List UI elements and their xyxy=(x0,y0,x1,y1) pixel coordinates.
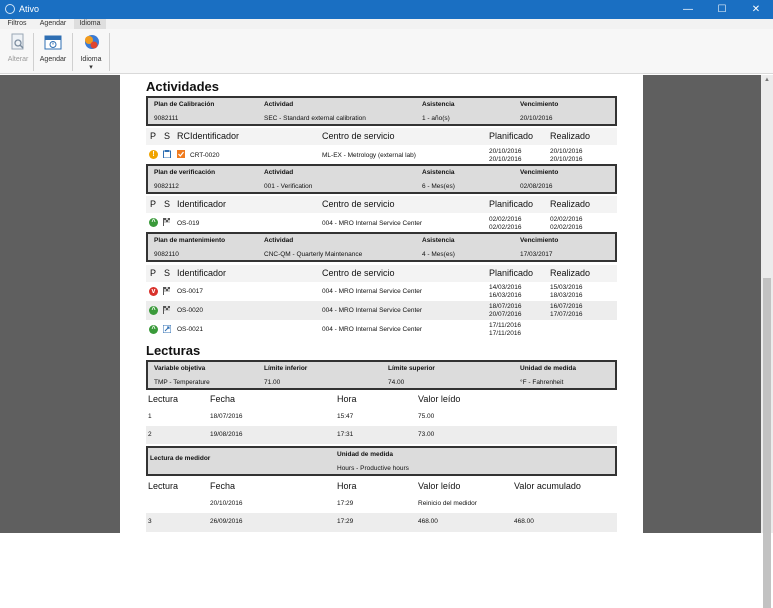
label-plan-verificacion: Plan de verificación xyxy=(154,169,216,176)
label-unidad-medida: Unidad de medida xyxy=(337,451,393,458)
row-realized-start: 15/03/2016 xyxy=(550,284,583,291)
tab-filtros[interactable]: Filtros xyxy=(7,20,27,27)
row-identifier: OS-0017 xyxy=(177,288,204,295)
reading-number: 2 xyxy=(148,431,152,438)
label-plan-calibracion: Plan de Calibración xyxy=(154,101,215,108)
label-actividad: Actividad xyxy=(264,169,294,176)
title-bar xyxy=(0,0,773,19)
row-center: 004 - MRO Internal Service Center xyxy=(322,220,423,227)
reading-date: 19/08/2016 xyxy=(210,431,243,438)
agendar-label: Agendar xyxy=(39,56,67,63)
col-valor-leido: Valor leído xyxy=(418,394,461,404)
label-plan-mantenimiento: Plan de mantenimiento xyxy=(154,237,226,244)
reading-date: 18/07/2016 xyxy=(210,413,243,420)
lower-limit: 71.00 xyxy=(264,379,281,386)
col-p: P xyxy=(150,268,157,278)
reading-number: 1 xyxy=(148,413,152,420)
checkered-flag-icon xyxy=(163,218,171,226)
calibration-plan-id: 9082111 xyxy=(154,115,179,122)
activities-heading: Actividades xyxy=(146,79,219,94)
calibration-expiry: 20/10/2016 xyxy=(520,115,553,122)
row-identifier: OS-0020 xyxy=(177,307,204,314)
checkered-flag-icon xyxy=(163,306,171,314)
row-center: ML-EX - Metrology (external lab) xyxy=(322,152,416,159)
row-center: 004 - MRO Internal Service Center xyxy=(322,288,423,295)
col-lectura: Lectura xyxy=(148,394,179,404)
label-vencimiento: Vencimiento xyxy=(520,169,559,176)
maintenance-activity: CNC-QM - Quarterly Maintenance xyxy=(264,251,363,258)
meter-reading-value: Reinicio del medidor xyxy=(418,500,477,507)
col-s: S xyxy=(164,199,171,209)
verification-table-header xyxy=(146,196,617,213)
verification-plan-id: 9082112 xyxy=(154,183,179,190)
table-row[interactable] xyxy=(146,282,617,301)
upper-limit: 74.00 xyxy=(388,379,405,386)
meter-unit: Hours - Productive hours xyxy=(337,465,409,472)
col-fecha: Fecha xyxy=(210,394,236,404)
label-actividad: Actividad xyxy=(264,101,294,108)
target-variable: TMP - Temperature xyxy=(154,379,210,386)
scroll-up-icon[interactable]: ▲ xyxy=(764,77,770,83)
table-row[interactable] xyxy=(146,146,617,164)
ribbon xyxy=(0,29,773,74)
checkered-flag-icon xyxy=(163,287,171,295)
meter-reading-date: 26/09/2016 xyxy=(210,518,243,525)
row-realized-end: 20/10/2016 xyxy=(550,156,583,163)
reschedule-icon xyxy=(163,325,171,333)
meter-reading-hour: 17:29 xyxy=(337,500,354,507)
row-realized-start: 20/10/2016 xyxy=(550,148,583,155)
priority-up-icon: ^ xyxy=(149,325,158,334)
idioma-button[interactable] xyxy=(73,31,109,71)
meter-reading-value: 468.00 xyxy=(418,518,438,525)
idioma-label: Idioma xyxy=(80,56,102,63)
calibration-plan-box xyxy=(146,96,617,126)
meter-reading-hour: 17:29 xyxy=(337,518,354,525)
col-realizado: Realizado xyxy=(550,131,591,141)
row-realized-start: 16/07/2016 xyxy=(550,303,583,310)
label-limite-superior: Límite superior xyxy=(388,365,435,372)
reading-value: 75.00 xyxy=(418,413,435,420)
col-hora: Hora xyxy=(337,394,357,404)
alterar-label: Alterar xyxy=(7,56,29,63)
label-asistencia: Asistencia xyxy=(422,169,455,176)
verification-plan-box xyxy=(146,164,617,194)
col-fecha: Fecha xyxy=(210,481,236,491)
verification-expiry: 02/08/2016 xyxy=(520,183,553,190)
table-row[interactable] xyxy=(146,495,617,513)
col-p: P xyxy=(150,131,157,141)
col-valor-leido: Valor leído xyxy=(418,481,461,491)
col-planificado: Planificado xyxy=(489,199,534,209)
ribbon-separator xyxy=(33,33,34,71)
row-planned-end: 02/02/2016 xyxy=(489,224,522,231)
col-s: S xyxy=(164,131,171,141)
agendar-button[interactable] xyxy=(35,31,71,71)
row-identifier: OS-0021 xyxy=(177,326,204,333)
globe-people-icon xyxy=(82,33,100,51)
meter-reading-accumulated: 468.00 xyxy=(514,518,534,525)
col-planificado: Planificado xyxy=(489,131,534,141)
table-row[interactable] xyxy=(146,214,617,232)
tab-idioma[interactable]: Idioma xyxy=(74,19,106,29)
verification-assistance: 6 - Mes(es) xyxy=(422,183,455,190)
edit-document-icon xyxy=(9,33,27,51)
col-rc: RC xyxy=(177,131,190,141)
label-limite-inferior: Límite inferior xyxy=(264,365,308,372)
table-row[interactable] xyxy=(146,301,617,320)
calibration-assistance: 1 - año(s) xyxy=(422,115,450,122)
app-icon xyxy=(5,4,15,14)
label-vencimiento: Vencimiento xyxy=(520,237,559,244)
table-row[interactable] xyxy=(146,426,617,444)
maintenance-plan-box xyxy=(146,232,617,262)
reading-value: 73.00 xyxy=(418,431,435,438)
maintenance-table-header xyxy=(146,265,617,282)
warning-icon: ! xyxy=(149,150,158,159)
reading-hour: 15:47 xyxy=(337,413,354,420)
report-page xyxy=(120,75,643,533)
label-asistencia: Asistencia xyxy=(422,101,455,108)
vertical-scrollbar[interactable] xyxy=(761,75,773,533)
row-realized-end: 18/03/2016 xyxy=(550,292,583,299)
idioma-caret[interactable]: ▾ xyxy=(89,64,93,71)
row-center: 004 - MRO Internal Service Center xyxy=(322,307,423,314)
maintenance-plan-id: 9082110 xyxy=(154,251,179,258)
readings-table-header xyxy=(146,391,617,408)
minimize-button[interactable]: — xyxy=(683,4,693,15)
row-planned-start: 14/03/2016 xyxy=(489,284,522,291)
col-hora: Hora xyxy=(337,481,357,491)
meter-table-header xyxy=(146,478,617,495)
row-identifier: OS-019 xyxy=(177,220,200,227)
label-variable-objetiva: Variable objetiva xyxy=(154,365,206,372)
label-vencimiento: Vencimiento xyxy=(520,101,559,108)
col-s: S xyxy=(164,268,171,278)
priority-up-icon: ^ xyxy=(149,218,158,227)
tab-agendar[interactable]: Agendar xyxy=(39,20,67,27)
calibration-activity: SEC - Standard external calibration xyxy=(264,115,366,122)
reading-hour: 17:31 xyxy=(337,431,354,438)
col-centro: Centro de servicio xyxy=(322,131,395,141)
label-asistencia: Asistencia xyxy=(422,237,455,244)
maximize-button[interactable]: ☐ xyxy=(717,4,727,15)
col-p: P xyxy=(150,199,157,209)
row-realized-start: 02/02/2016 xyxy=(550,216,583,223)
checkbox-checked-icon xyxy=(177,150,185,158)
close-button[interactable]: ✕ xyxy=(751,4,761,15)
priority-down-icon: v xyxy=(149,287,158,296)
col-realizado: Realizado xyxy=(550,199,591,209)
alterar-button[interactable] xyxy=(0,31,36,71)
label-unidad-medida: Unidad de medida xyxy=(520,365,576,372)
ribbon-separator xyxy=(109,33,110,71)
calibration-table-header xyxy=(146,128,617,145)
ribbon-tabs xyxy=(0,19,773,29)
row-planned-end: 17/11/2016 xyxy=(489,330,522,337)
col-identificador: Identificador xyxy=(177,199,227,209)
maintenance-expiry: 17/03/2017 xyxy=(520,251,553,258)
col-realizado: Realizado xyxy=(550,268,591,278)
label-actividad: Actividad xyxy=(264,237,294,244)
col-planificado: Planificado xyxy=(489,268,534,278)
unit-of-measure: °F - Fahrenheit xyxy=(520,379,564,386)
window-title: Ativo xyxy=(19,4,40,14)
row-planned-start: 17/11/2016 xyxy=(489,322,522,329)
col-centro: Centro de servicio xyxy=(322,268,395,278)
row-realized-end: 17/07/2016 xyxy=(550,311,583,318)
readings-heading: Lecturas xyxy=(146,343,201,358)
maintenance-assistance: 4 - Mes(es) xyxy=(422,251,455,258)
meter-reading-number: 3 xyxy=(148,518,152,525)
col-centro: Centro de servicio xyxy=(322,199,395,209)
label-lectura-medidor: Lectura de medidor xyxy=(150,455,211,462)
row-planned-end: 20/10/2016 xyxy=(489,156,522,163)
col-valor-acumulado: Valor acumulado xyxy=(514,481,581,491)
table-row[interactable] xyxy=(146,408,617,426)
verification-activity: 001 - Verification xyxy=(264,183,313,190)
meter-reading-box xyxy=(146,446,617,476)
row-planned-end: 20/07/2016 xyxy=(489,311,522,318)
row-planned-start: 18/07/2016 xyxy=(489,303,522,310)
row-planned-end: 16/03/2016 xyxy=(489,292,522,299)
row-planned-start: 02/02/2016 xyxy=(489,216,522,223)
col-lectura: Lectura xyxy=(148,481,179,491)
col-identificador: Identificador xyxy=(177,268,227,278)
scrollbar-thumb[interactable] xyxy=(763,278,771,608)
row-realized-end: 02/02/2016 xyxy=(550,224,583,231)
table-row[interactable] xyxy=(146,320,617,339)
calendar-icon xyxy=(44,33,62,51)
target-variable-box xyxy=(146,360,617,390)
meter-reading-date: 20/10/2016 xyxy=(210,500,243,507)
col-identificador: Identificador xyxy=(190,131,240,141)
row-center: 004 - MRO Internal Service Center xyxy=(322,326,423,333)
row-identifier: CRT-0020 xyxy=(190,152,220,159)
table-row[interactable] xyxy=(146,513,617,532)
row-planned-start: 20/10/2016 xyxy=(489,148,522,155)
clipboard-icon xyxy=(163,150,171,158)
priority-up-icon: ^ xyxy=(149,306,158,315)
